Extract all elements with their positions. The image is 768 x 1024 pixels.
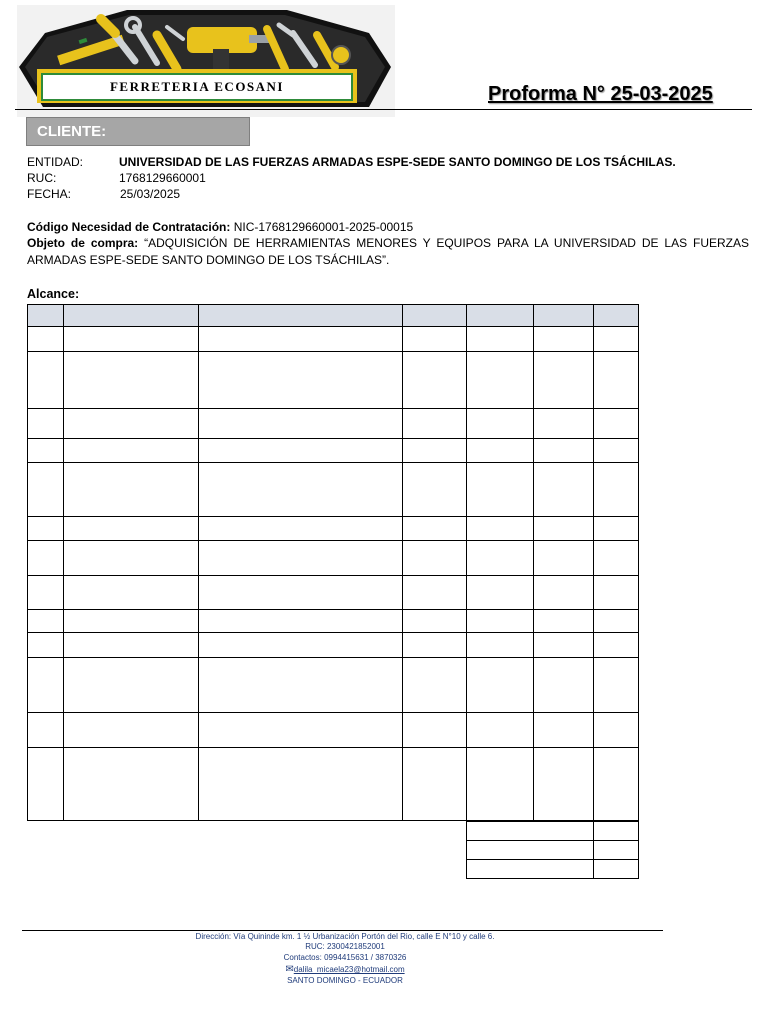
table-row [28,748,639,821]
header-cell [403,305,467,327]
footer-address: Dirección: Vía Quininde km. 1 ½ Urbanización Portón del Rio, calle E N°10 y calle 6. [195,932,495,941]
header-divider [15,109,752,110]
client-section-band [26,117,250,146]
entity-label: ENTIDAD: [27,155,84,169]
contract-code-label: Código Necesidad de Contratación: [27,220,231,234]
header-cell [199,305,403,327]
footer-contacts: Contactos: 0994415631 / 3870326 [283,953,407,962]
header-cell [534,305,594,327]
footer-email-link[interactable]: dalila_micaela23@hotmail.com [293,965,405,974]
purchase-object [27,235,749,269]
purchase-object-label: Objeto de compra: [27,236,139,250]
proforma-number: Proforma N° 25-03-2025 [488,83,713,105]
table-row [28,463,639,517]
header-cell [594,305,639,327]
footer-email-line [0,965,690,975]
ruc-label: RUC: [27,171,57,185]
scope-label: Alcance: [27,287,80,301]
table-row [28,713,639,748]
table-row [28,517,639,541]
totals-table [466,821,639,879]
table-row [28,439,639,463]
header-cell [28,305,64,327]
table-row [28,576,639,610]
company-logo [17,5,395,117]
table-row [28,658,639,713]
entity-value: UNIVERSIDAD DE LAS FUERZAS ARMADAS ESPE-SEDE SANTO DOMINGO DE LOS TSÁCHILAS. [119,155,676,169]
table-row [28,327,639,352]
totals-row [467,860,639,879]
table-row [28,633,639,658]
items-table [27,304,639,821]
client-section-label: CLIENTE: [37,123,107,140]
table-row [28,352,639,409]
contract-code-value: NIC-1768129660001-2025-00015 [233,220,414,234]
table-header-row [28,305,639,327]
date-value: 25/03/2025 [120,187,181,201]
totals-row [467,841,639,860]
header-cell [467,305,534,327]
totals-row [467,822,639,841]
header-cell [64,305,199,327]
envelope-icon: ✉ [285,964,294,975]
date-label: FECHA: [27,187,72,201]
ruc-value: 1768129660001 [119,171,206,185]
contract-code-line [27,220,413,234]
footer-city: SANTO DOMINGO - ECUADOR [287,976,403,985]
table-row [28,409,639,439]
table-row [28,610,639,633]
tools-banner-graphic [17,5,395,117]
footer-divider [22,930,663,931]
footer-ruc: RUC: 2300421852001 [305,942,385,951]
purchase-object-value: “ADQUISICIÓN DE HERRAMIENTAS MENORES Y EQUIPOS PARA LA UNIVERSIDAD DE LAS FUERZAS ARMADAS ESPE-SEDE SANTO DOMINGO DE LOS TSÁCHILAS”. [27,236,749,267]
company-name: FERRETERIA ECOSANI [109,79,284,94]
table-row [28,541,639,576]
